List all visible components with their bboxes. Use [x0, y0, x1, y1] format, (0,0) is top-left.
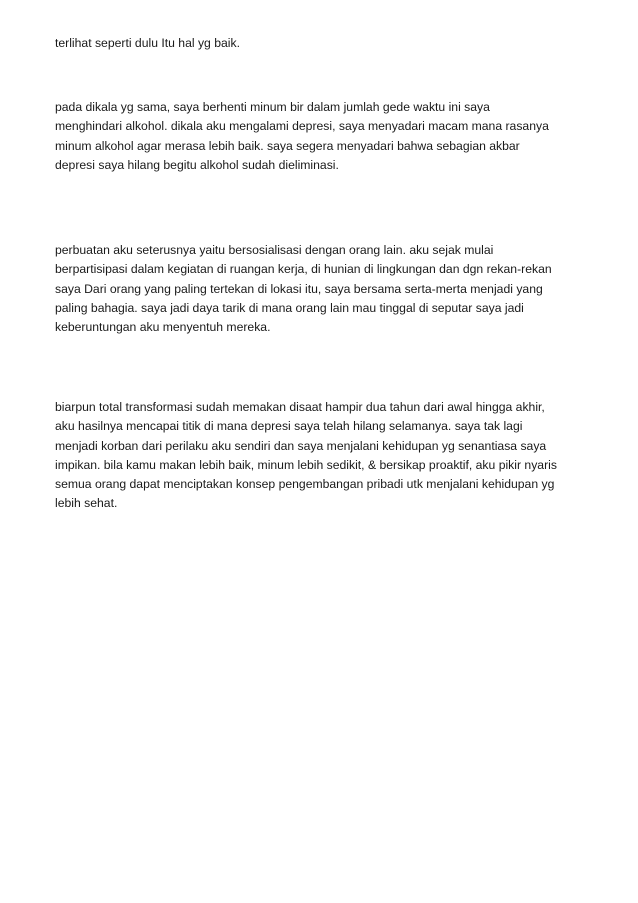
- text-line: biarpun total transformasi sudah memakan disaat hampir dua tahun dari awal hingga akhir,: [55, 400, 545, 414]
- text-line: perbuatan aku seterusnya yaitu bersosialisasi dengan orang lain. aku sejak mulai: [55, 243, 494, 257]
- text-line: menghindari alkohol. dikala aku mengalami depresi, saya menyadari macam mana rasanya: [55, 119, 549, 134]
- paragraph-2: [55, 98, 595, 175]
- text-line: terlihat seperti dulu Itu hal yg baik.: [55, 36, 240, 50]
- paragraph-4: [55, 398, 595, 514]
- text-line: pada dikala yg sama, saya berhenti minum bir dalam jumlah gede waktu ini saya: [55, 100, 490, 114]
- text-line: keberuntungan aku menyentuh mereka.: [55, 320, 271, 335]
- text-line: lebih sehat.: [55, 496, 118, 511]
- text-line: saya Dari orang yang paling tertekan di lokasi itu, saya bersama serta-merta menjadi yang: [55, 281, 543, 296]
- paragraph-1: [55, 34, 595, 53]
- text-line: paling bahagia. saya jadi daya tarik di mana orang lain mau tinggal di seputar saya jadi: [55, 300, 524, 315]
- text-line: minum alkohol agar merasa lebih baik. saya segera menyadari bahwa sebagian akbar: [55, 138, 520, 153]
- text-line: depresi saya hilang begitu alkohol sudah dieliminasi.: [55, 157, 339, 172]
- text-line: aku hasilnya mencapai titik di mana depresi saya telah hilang selamanya. saya tak lagi: [55, 419, 523, 434]
- text-line: impikan. bila kamu makan lebih baik, minum lebih sedikit, & bersikap proaktif, aku pikir nyaris: [55, 457, 557, 472]
- text-line: menjadi korban dari perilaku aku sendiri dan saya menjalani kehidupan yg senantiasa saya: [55, 438, 547, 453]
- text-line: berpartisipasi dalam kegiatan di ruangan kerja, di hunian di lingkungan dan dgn rekan-rekan: [55, 262, 552, 277]
- text-line: semua orang dapat menciptakan konsep pengembangan pribadi utk menjalani kehidupan yg: [55, 477, 555, 492]
- paragraph-3: [55, 241, 595, 337]
